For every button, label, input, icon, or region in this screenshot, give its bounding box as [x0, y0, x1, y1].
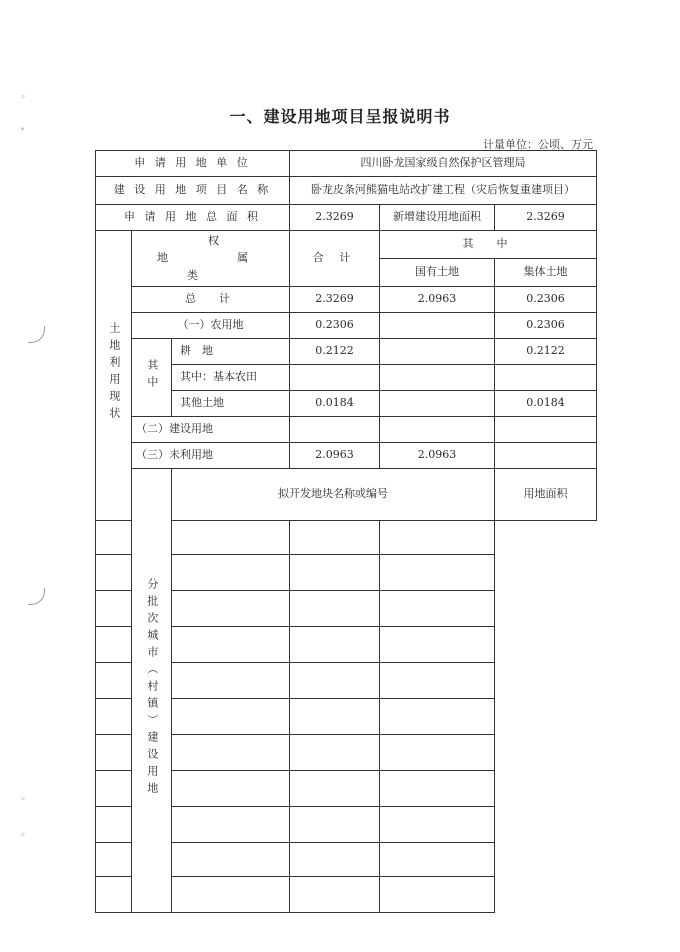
basic-farm-collective — [495, 365, 597, 391]
arable-label: 耕 地 — [172, 339, 290, 365]
agri-collective: 0.2306 — [495, 313, 597, 339]
arable-row — [96, 339, 597, 365]
total-row — [96, 287, 597, 313]
land-status-section-label: 土地利用现状 — [96, 231, 132, 521]
other-state — [380, 391, 495, 417]
hdr-quan: 权 — [208, 233, 219, 247]
total-label: 总 计 — [132, 287, 290, 313]
new-area-label: 新增建设用地面积 — [380, 205, 495, 231]
construction-label: （二）建设用地 — [132, 417, 290, 443]
batch-section-label: 分批次城市（村镇）建设用地 — [132, 469, 172, 913]
unused-collective — [495, 443, 597, 469]
scan-speck: ◦ — [20, 794, 26, 805]
total-state: 2.0963 — [380, 287, 495, 313]
punch-hole-mark — [28, 326, 45, 343]
hdr-qizhong: 其 中 — [380, 231, 597, 259]
batch-row — [96, 662, 597, 698]
batch-row — [96, 626, 597, 662]
area-value: 2.3269 — [290, 205, 380, 231]
project-value: 卧龙皮条河熊猫电站改扩建工程（灾后恢复重建项目） — [290, 177, 597, 205]
basic-farm-sum — [290, 365, 380, 391]
applicant-value: 四川卧龙国家级自然保护区管理局 — [290, 151, 597, 177]
hdr-state-land: 国有土地 — [380, 259, 495, 287]
applicant-row — [96, 151, 597, 177]
arable-state — [380, 339, 495, 365]
unused-label: （三）未利用地 — [132, 443, 290, 469]
scan-speck: ◦ — [20, 830, 26, 841]
agri-label: （一）农用地 — [132, 313, 290, 339]
area-label: 申 请 用 地 总 面 积 — [96, 205, 290, 231]
qizhong-side-label: 其中 — [132, 339, 172, 417]
batch-header-row — [96, 469, 597, 521]
construction-collective — [495, 417, 597, 443]
batch-row — [96, 734, 597, 770]
page-title: 一、建设用地项目呈报说明书 — [229, 107, 451, 126]
basic-farm-row — [96, 365, 597, 391]
col-parcel-name: 拟开发地块名称或编号 — [172, 469, 495, 521]
total-sum: 2.3269 — [290, 287, 380, 313]
applicant-label: 申 请 用 地 单 位 — [96, 151, 290, 177]
new-area-value: 2.3269 — [495, 205, 597, 231]
agri-state — [380, 313, 495, 339]
ownership-category-header — [132, 231, 290, 287]
basic-farm-label: 其中：基本农田 — [172, 365, 290, 391]
batch-row — [96, 770, 597, 806]
unused-sum: 2.0963 — [290, 443, 380, 469]
batch-row — [96, 590, 597, 626]
other-label: 其他土地 — [172, 391, 290, 417]
other-row — [96, 391, 597, 417]
construction-sum — [290, 417, 380, 443]
batch-row — [96, 842, 597, 876]
batch-row — [96, 554, 597, 590]
unused-row — [96, 443, 597, 469]
construction-state — [380, 417, 495, 443]
hdr-total: 合 计 — [290, 231, 380, 287]
batch-row — [96, 698, 597, 734]
arable-sum: 0.2122 — [290, 339, 380, 365]
project-label: 建 设 用 地 项 目 名 称 — [96, 177, 290, 205]
area-row — [96, 205, 597, 231]
hdr-shu: 属 — [237, 250, 248, 264]
agri-sum: 0.2306 — [290, 313, 380, 339]
total-collective: 0.2306 — [495, 287, 597, 313]
batch-row — [96, 520, 597, 554]
application-table — [95, 150, 597, 913]
land-header-row-1 — [96, 231, 597, 259]
punch-hole-mark — [28, 588, 45, 605]
other-collective: 0.0184 — [495, 391, 597, 417]
hdr-di: 地 — [157, 250, 168, 264]
arable-collective: 0.2122 — [495, 339, 597, 365]
scan-speck: ◦ — [20, 92, 26, 103]
hdr-lei: 类 — [187, 268, 198, 282]
col-area: 用地面积 — [495, 469, 597, 521]
unused-state: 2.0963 — [380, 443, 495, 469]
hdr-collective-land: 集体土地 — [495, 259, 597, 287]
other-sum: 0.0184 — [290, 391, 380, 417]
scan-speck: ˅ — [20, 128, 25, 139]
basic-farm-state — [380, 365, 495, 391]
agri-row — [96, 313, 597, 339]
batch-row — [96, 806, 597, 842]
unit-note: 计量单位：公顷、万元 — [483, 138, 593, 151]
construction-row — [96, 417, 597, 443]
batch-row — [96, 876, 597, 912]
project-row — [96, 177, 597, 205]
